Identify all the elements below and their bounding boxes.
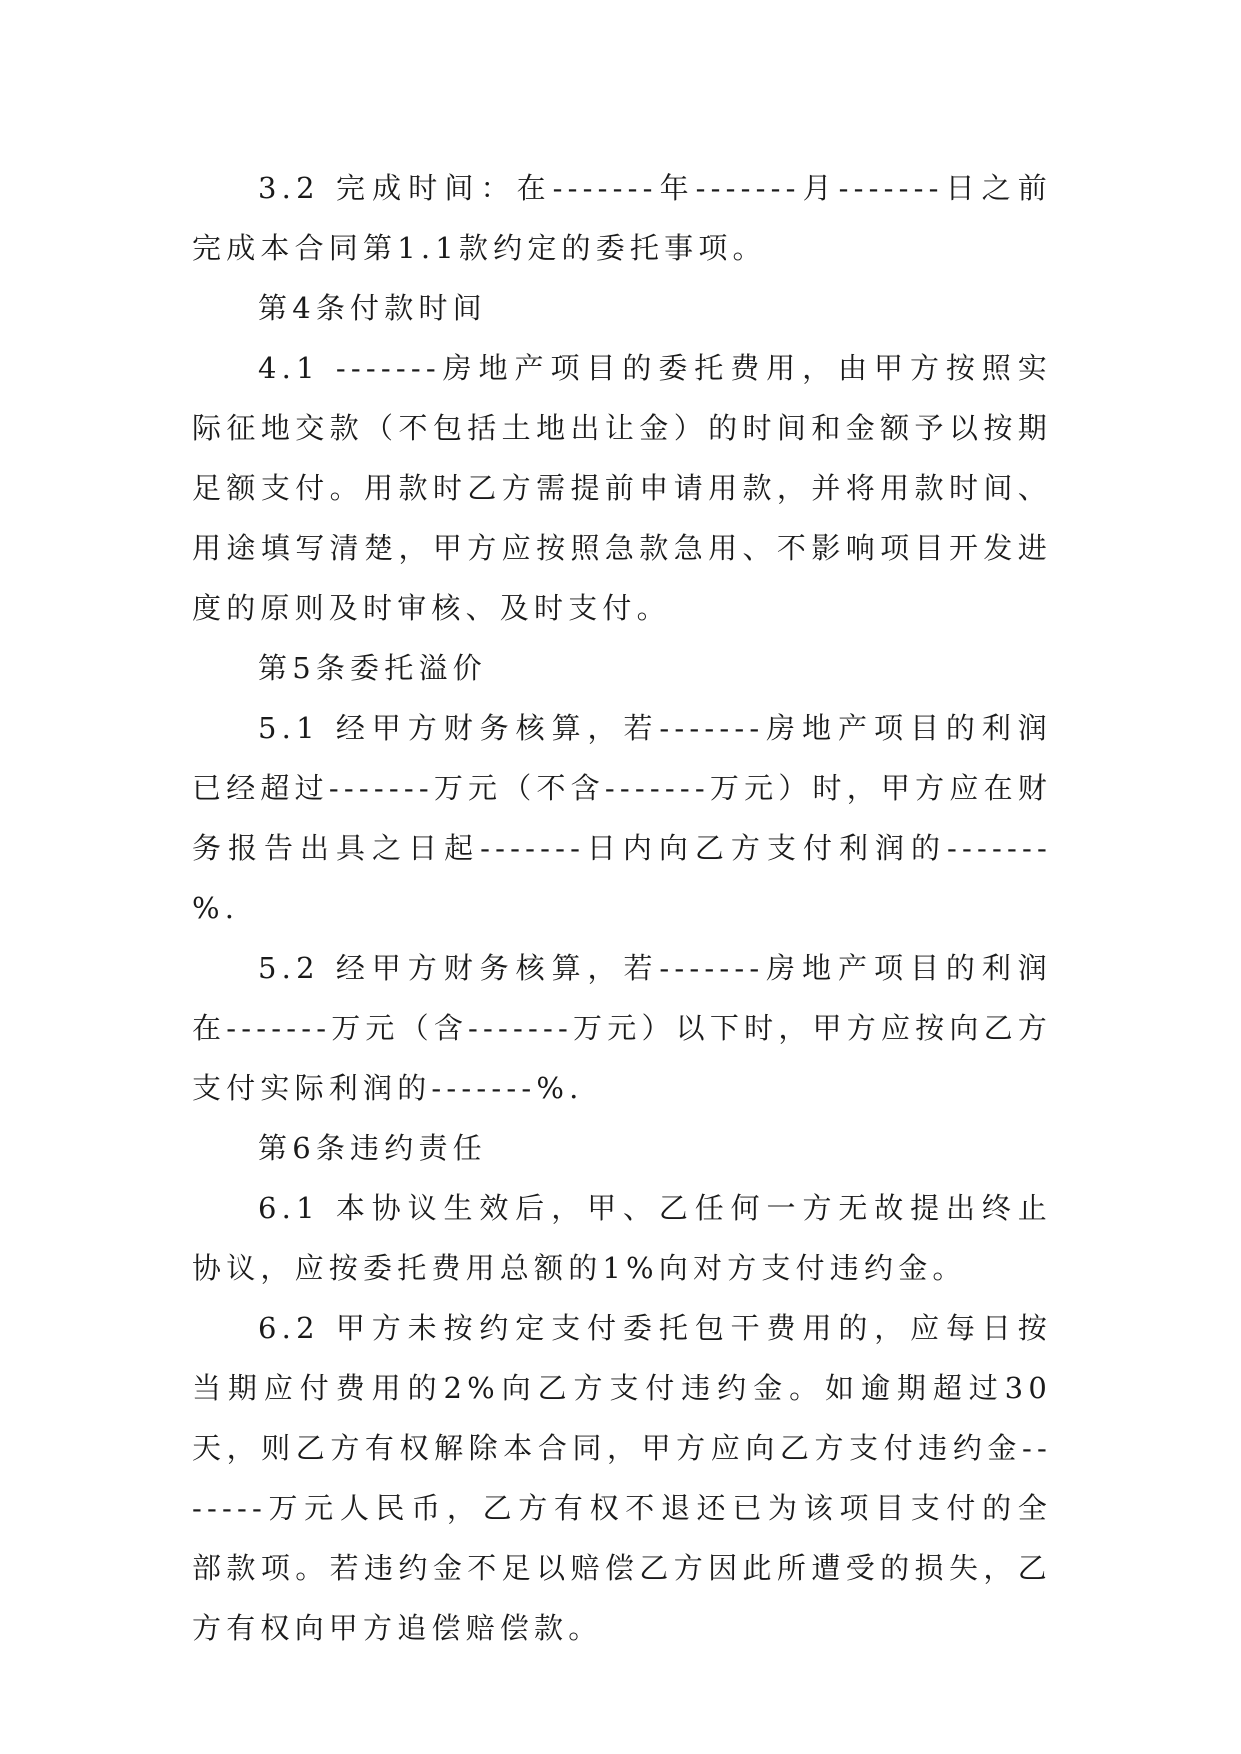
clause-4-1: 4.1 -------房地产项目的委托费用，由甲方按照实际征地交款（不包括土地出让金）的时间和金额予以按期足额支付。用款时乙方需提前申请用款，并将用款时间、用途填写清楚，甲方应按照急款急用、不影响项目开发进度的原则及时审核、及时支付。 [192, 351, 1052, 625]
clause-3-2: 3.2 完成时间：在-------年-------月-------日之前完成本合同第1.1款约定的委托事项。 [192, 171, 1052, 265]
document-body [192, 158, 1052, 1658]
article-5-heading: 第5条委托溢价 [258, 651, 487, 685]
clause-5-1: 5.1 经甲方财务核算，若-------房地产项目的利润已经超过-------万元（不含-------万元）时，甲方应在财务报告出具之日起-------日内向乙方支付利润的-------%. [192, 711, 1052, 925]
article-6-heading: 第6条违约责任 [258, 1131, 487, 1165]
article-4-heading: 第4条付款时间 [258, 291, 487, 325]
clause-5-2: 5.2 经甲方财务核算，若-------房地产项目的利润在-------万元（含-------万元）以下时，甲方应按向乙方支付实际利润的-------%. [192, 951, 1052, 1105]
clause-6-1: 6.1 本协议生效后，甲、乙任何一方无故提出终止协议，应按委托费用总额的1%向对方支付违约金。 [192, 1191, 1052, 1285]
clause-6-2: 6.2 甲方未按约定支付委托包干费用的，应每日按当期应付费用的2%向乙方支付违约金。如逾期超过30天，则乙方有权解除本合同，甲方应向乙方支付违约金-------万元人民币，乙方有权不退还已为该项目支付的全部款项。若违约金不足以赔偿乙方因此所遭受的损失，乙方有权向甲方追偿赔偿款。 [192, 1311, 1052, 1645]
